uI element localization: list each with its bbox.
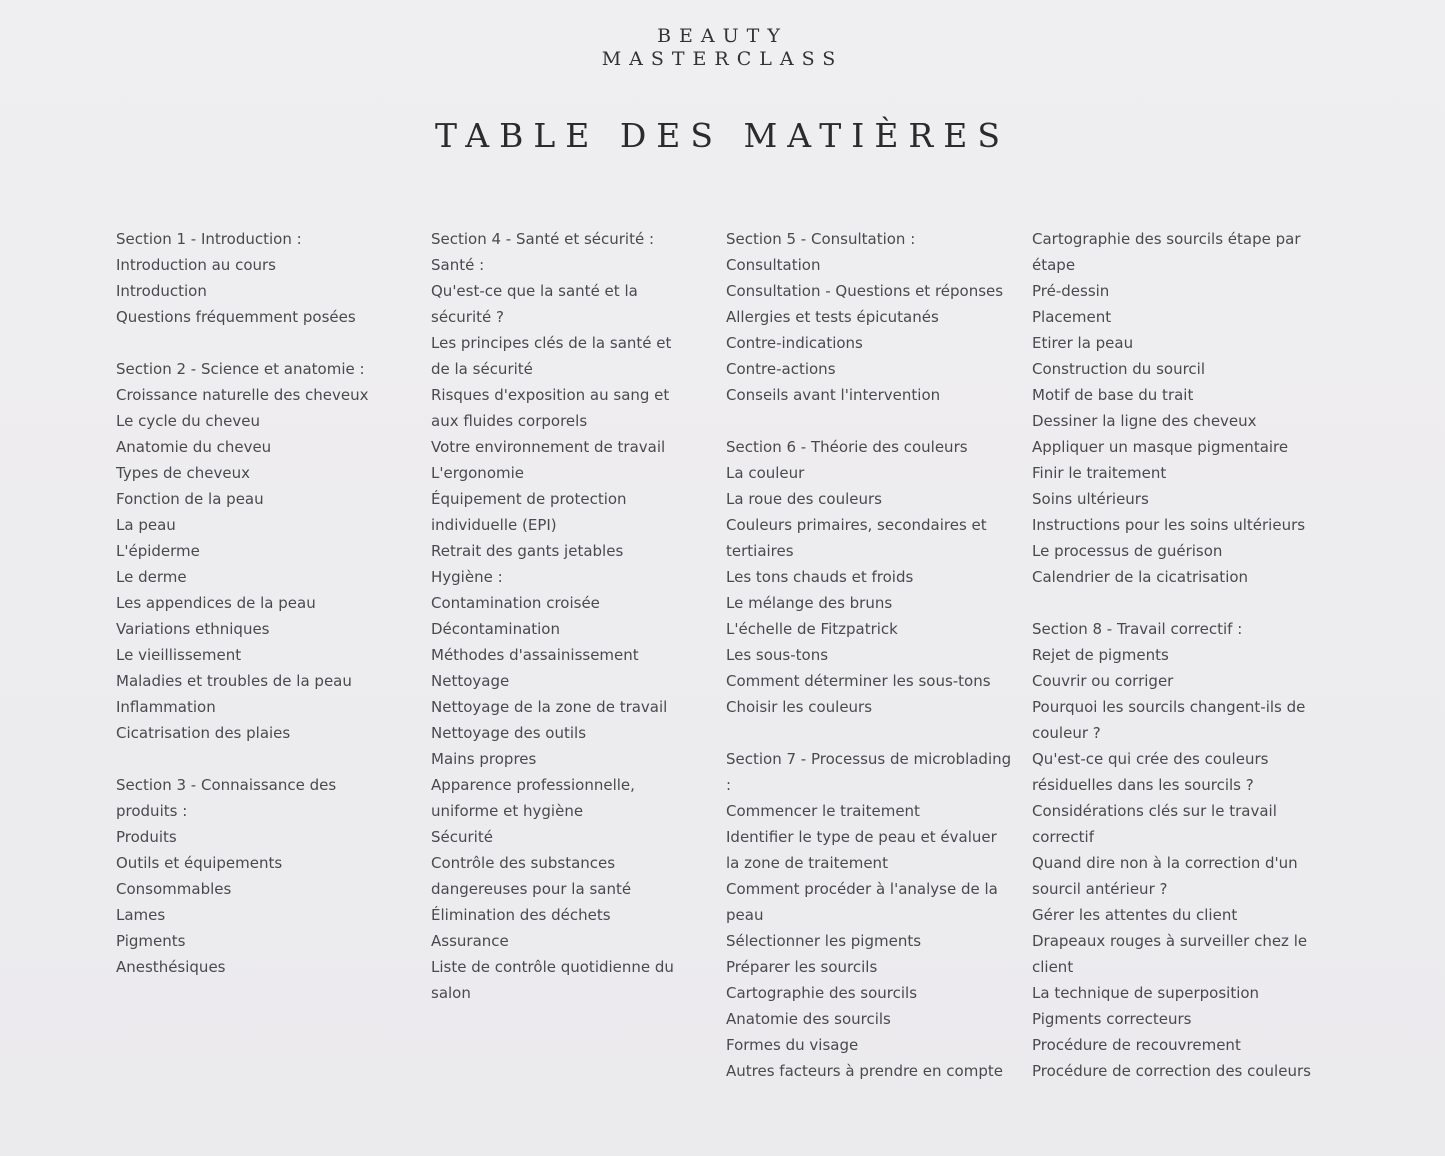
toc-entry: Nettoyage de la zone de travail [431,698,668,716]
toc-entry: Considérations clés sur le travail [1032,802,1277,820]
toc-entry: Liste de contrôle quotidienne du [431,958,674,976]
toc-entry: Hygiène : [431,568,503,586]
toc-entry: Équipement de protection [431,490,627,508]
toc-entry: Motif de base du trait [1032,386,1194,404]
toc-entry: Santé : [431,256,485,274]
toc-entry: Soins ultérieurs [1032,490,1149,508]
toc-section-heading: Section 7 - Processus de microblading [726,750,1012,768]
toc-entry: Introduction [116,282,207,300]
toc-entry: L'ergonomie [431,464,525,482]
toc-column-1 [116,226,416,980]
toc-entry: Allergies et tests épicutanés [726,308,939,326]
toc-entry: Préparer les sourcils [726,958,878,976]
toc-entry: Contamination croisée [431,594,600,612]
brand-name-line2: MASTERCLASS [601,48,844,70]
toc-entry: La roue des couleurs [726,490,882,508]
toc-entry: Couvrir ou corriger [1032,672,1174,690]
toc-entry: individuelle (EPI) [431,516,557,534]
toc-entry: Introduction au cours [116,256,276,274]
toc-entry: Pigments correcteurs [1032,1010,1192,1028]
toc-entry: Placement [1032,308,1112,326]
toc-entry: Formes du visage [726,1036,859,1054]
toc-column-4 [1032,226,1332,1084]
toc-entry: La peau [116,516,176,534]
toc-entry: dangereuses pour la santé [431,880,632,898]
toc-entry: Procédure de recouvrement [1032,1036,1241,1054]
toc-entry: Autres facteurs à prendre en compte [726,1062,1003,1080]
toc-entry: Élimination des déchets [431,906,611,924]
toc-entry: Contrôle des substances [431,854,616,872]
toc-section-heading: Section 3 - Connaissance des [116,776,337,794]
toc-entry: Le cycle du cheveu [116,412,261,430]
toc-entry: sourcil antérieur ? [1032,880,1168,898]
toc-entry: Outils et équipements [116,854,283,872]
toc-entry: Les appendices de la peau [116,594,316,612]
page-title: TABLE DES MATIÈRES [435,116,1010,155]
toc-entry: La couleur [726,464,805,482]
toc-entry: Dessiner la ligne des cheveux [1032,412,1257,430]
toc-entry: Maladies et troubles de la peau [116,672,352,690]
toc-entry: Commencer le traitement [726,802,920,820]
toc-entry: Appliquer un masque pigmentaire [1032,438,1289,456]
toc-section-heading: Section 4 - Santé et sécurité : [431,230,655,248]
toc-entry: produits : [116,802,188,820]
toc-entry: Nettoyage [431,672,510,690]
toc-entry: Questions fréquemment posées [116,308,356,326]
toc-entry: Cicatrisation des plaies [116,724,291,742]
toc-entry: Etirer la peau [1032,334,1134,352]
toc-entry: Méthodes d'assainissement [431,646,639,664]
toc-column-2 [431,226,711,1006]
toc-entry: sécurité ? [431,308,504,326]
toc-entry: Calendrier de la cicatrisation [1032,568,1249,586]
toc-entry: Contre-indications [726,334,863,352]
toc-entry: Consultation - Questions et réponses [726,282,1004,300]
toc-entry: Risques d'exposition au sang et [431,386,670,404]
toc-entry: Croissance naturelle des cheveux [116,386,369,404]
toc-entry: Votre environnement de travail [431,438,666,456]
toc-section-heading: Section 2 - Science et anatomie : [116,360,365,378]
toc-entry: Les sous-tons [726,646,829,664]
toc-entry: Qu'est-ce que la santé et la [431,282,638,300]
toc-entry: Qu'est-ce qui crée des couleurs [1032,750,1269,768]
section-spacer [116,330,416,356]
toc-entry: L'échelle de Fitzpatrick [726,620,898,638]
section-spacer [726,720,1022,746]
toc-entry: salon [431,984,471,1002]
toc-entry: tertiaires [726,542,794,560]
toc-entry: Inflammation [116,698,216,716]
toc-entry: Pré-dessin [1032,282,1110,300]
toc-entry: : [726,776,732,794]
toc-entry: Produits [116,828,177,846]
toc-section-heading: Section 5 - Consultation : [726,230,916,248]
toc-entry: Types de cheveux [116,464,251,482]
toc-entry: aux fluides corporels [431,412,588,430]
toc-entry: Assurance [431,932,509,950]
toc-entry: client [1032,958,1074,976]
brand-name-line1: BEAUTY [657,25,788,47]
toc-section-heading: Section 1 - Introduction : [116,230,302,248]
toc-entry: Anesthésiques [116,958,226,976]
toc-entry: Cartographie des sourcils [726,984,918,1002]
toc-entry: Quand dire non à la correction d'un [1032,854,1298,872]
toc-entry: Drapeaux rouges à surveiller chez le [1032,932,1308,950]
toc-entry: Instructions pour les soins ultérieurs [1032,516,1306,534]
toc-entry: uniforme et hygiène [431,802,584,820]
toc-entry: Contre-actions [726,360,836,378]
section-spacer [1032,590,1332,616]
toc-entry: Variations ethniques [116,620,270,638]
toc-entry: Identifier le type de peau et évaluer [726,828,997,846]
toc-entry: Sélectionner les pigments [726,932,922,950]
toc-entry: Les principes clés de la santé et [431,334,672,352]
toc-entry: Consultation [726,256,821,274]
toc-column-3 [726,226,1022,1084]
toc-entry: Finir le traitement [1032,464,1167,482]
toc-entry: Fonction de la peau [116,490,264,508]
toc-entry: Les tons chauds et froids [726,568,914,586]
toc-entry: Apparence professionnelle, [431,776,635,794]
section-spacer [116,746,416,772]
toc-entry: Sécurité [431,828,493,846]
toc-entry: Anatomie des sourcils [726,1010,891,1028]
toc-entry: Anatomie du cheveu [116,438,272,456]
toc-entry: Couleurs primaires, secondaires et [726,516,987,534]
toc-entry: peau [726,906,764,924]
toc-entry: Le processus de guérison [1032,542,1223,560]
toc-entry: Conseils avant l'intervention [726,386,941,404]
toc-entry: Pigments [116,932,186,950]
toc-entry: Procédure de correction des couleurs [1032,1062,1311,1080]
toc-entry: Le derme [116,568,187,586]
toc-entry: de la sécurité [431,360,533,378]
toc-entry: Rejet de pigments [1032,646,1169,664]
toc-section-heading: Section 6 - Théorie des couleurs [726,438,968,456]
toc-entry: L'épiderme [116,542,200,560]
toc-entry: Gérer les attentes du client [1032,906,1238,924]
toc-entry: Choisir les couleurs [726,698,873,716]
toc-entry: Construction du sourcil [1032,360,1205,378]
toc-entry: Retrait des gants jetables [431,542,624,560]
toc-entry: Lames [116,906,166,924]
toc-entry: Le mélange des bruns [726,594,893,612]
toc-entry: la zone de traitement [726,854,888,872]
toc-entry: La technique de superposition [1032,984,1260,1002]
toc-entry: résiduelles dans les sourcils ? [1032,776,1254,794]
toc-entry: Comment déterminer les sous-tons [726,672,991,690]
toc-entry: étape [1032,256,1076,274]
toc-section-heading: Section 8 - Travail correctif : [1032,620,1243,638]
toc-entry: couleur ? [1032,724,1101,742]
toc-entry: Comment procéder à l'analyse de la [726,880,998,898]
toc-entry: Nettoyage des outils [431,724,587,742]
toc-entry: Mains propres [431,750,537,768]
toc-entry: Le vieillissement [116,646,242,664]
toc-entry: correctif [1032,828,1094,846]
toc-entry: Consommables [116,880,232,898]
toc-section-heading: Cartographie des sourcils étape par [1032,230,1301,248]
section-spacer [726,408,1022,434]
toc-entry: Pourquoi les sourcils changent-ils de [1032,698,1306,716]
toc-entry: Décontamination [431,620,560,638]
